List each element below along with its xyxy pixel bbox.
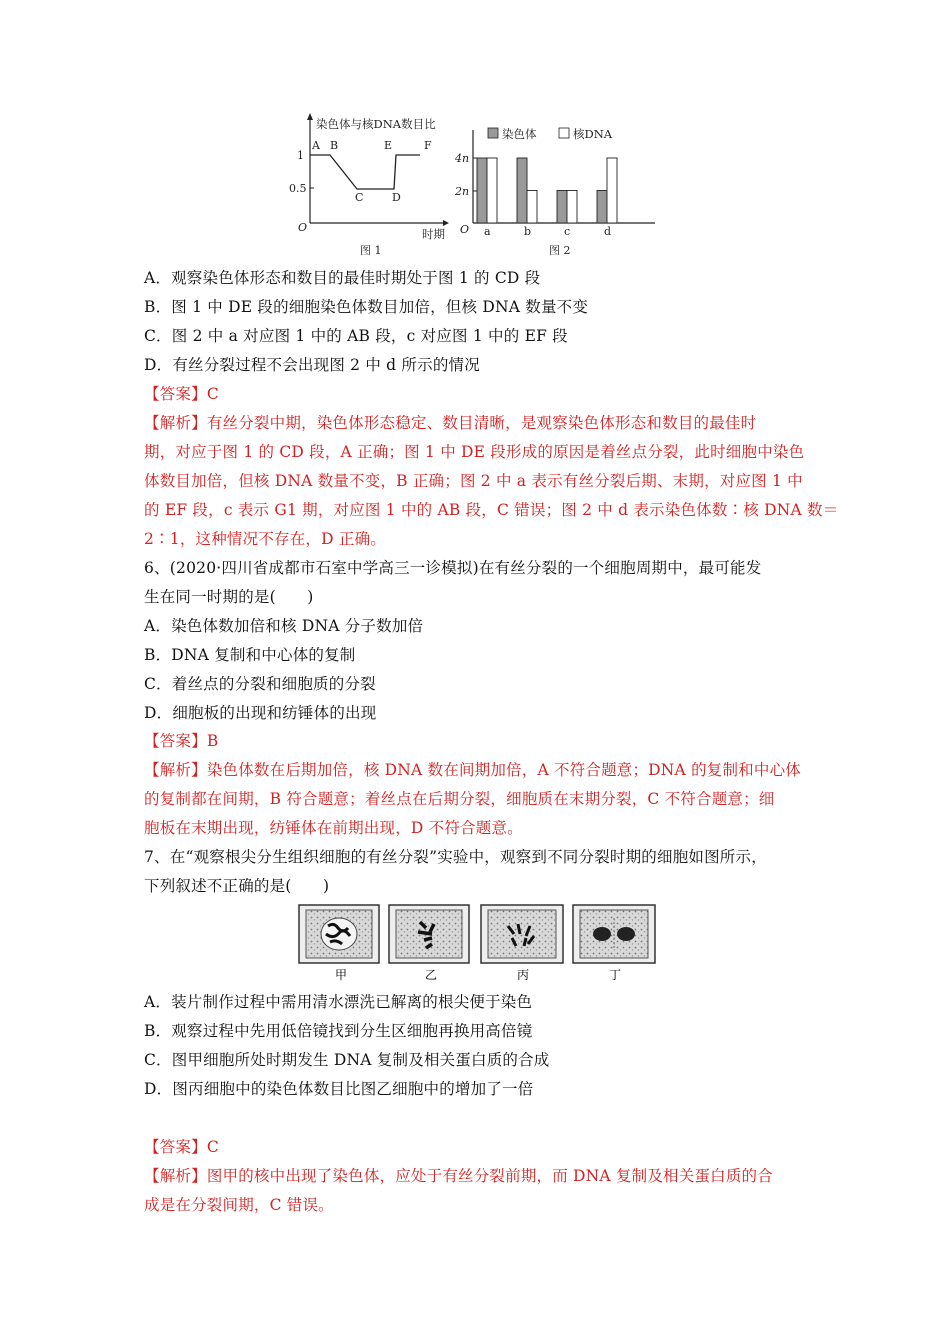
q6-option-b: B．DNA 复制和中心体的复制 [144,646,356,664]
bar-b-dna [527,191,537,224]
bar-a-dna [487,158,497,223]
ytick-2n: 2n [455,185,470,198]
q5-analysis-line-2: 期，对应于图 1 的 CD 段，A 正确；图 1 中 DE 段形成的原因是着丝点分裂，此时细胞中染色 [144,443,805,461]
origin-label: O [298,221,308,234]
q7-analysis-line-1: 【解析】图甲的核中出现了染色体，应处于有丝分裂前期，而 DNA 复制及相关蛋白质的合 [144,1167,773,1185]
category-a: a [484,225,491,238]
legend-dna-label: 核DNA [573,127,613,141]
point-label-E: E [384,139,393,152]
ytick-0.5: 0.5 [289,182,307,195]
q6-stem-line-2: 生在同一时期的是( ) [144,588,314,606]
q6-analysis-line-1: 【解析】染色体数在后期加倍，核 DNA 数在间期加倍，A 不符合题意；DNA 的复制和中心体 [144,761,801,779]
q5-analysis-line-4: 的 EF 段，c 表示 G1 期，对应图 1 中的 AB 段，C 错误；图 2 中 d 表示染色体数∶核 DNA 数＝ [144,501,839,519]
q5-answer: 【答案】C [144,385,219,403]
q5-option-d: D．有丝分裂过程不会出现图 2 中 d 所示的情况 [144,356,480,374]
figure-1 [285,110,450,260]
point-label-B: B [330,139,339,152]
bar-d-dna [607,158,617,223]
bar-c-chrom [557,191,567,224]
q7-option-a: A．装片制作过程中需用清水漂洗已解离的根尖便于染色 [144,993,533,1011]
q5-analysis-line-1: 【解析】有丝分裂中期，染色体形态稳定、数目清晰，是观察染色体形态和数目的最佳时 [144,414,757,432]
x-axis-label: 时期 [422,227,445,241]
figure-2-bars [477,158,617,223]
category-b: b [524,225,532,238]
bar-c-dna [567,191,577,224]
figure-2-chart [455,110,665,260]
point-label-D: D [392,191,401,204]
q6-stem-line-1: 6、(2020·四川省成都市石室中学高三一诊模拟)在有丝分裂的一个细胞周期中，最可能发 [144,559,762,577]
bar-d-chrom [597,191,607,224]
q7-stem-line-1: 7、在“观察根尖分生组织细胞的有丝分裂”实验中，观察到不同分裂时期的细胞如图所示， [144,848,767,866]
point-label-C: C [355,191,364,204]
q7-cell-figure [298,904,658,984]
y-axis-arrow [307,113,313,120]
q6-option-a: A．染色体数加倍和核 DNA 分子数加倍 [144,617,424,635]
cell-label-yi: 乙 [425,968,438,982]
legend-dna-swatch [559,128,569,138]
cell-label-bing: 丙 [517,968,530,982]
bar-b-chrom [517,158,527,223]
ratio-line [310,155,420,189]
q6-option-c: C．着丝点的分裂和细胞质的分裂 [144,675,376,693]
figure-2-caption: 图 2 [549,244,571,257]
cell-label-ding: 丁 [609,968,622,982]
q6-analysis-line-3: 胞板在末期出现，纺锤体在前期出现，D 不符合题意。 [144,819,523,837]
legend-chrom-swatch [488,128,498,138]
q7-answer: 【答案】C [144,1138,219,1156]
cell-label-jia: 甲 [335,968,348,982]
category-c: c [564,225,571,238]
q7-option-b: B．观察过程中先用低倍镜找到分生区细胞再换用高倍镜 [144,1022,533,1040]
figure-1-chart [285,110,450,260]
legend-chrom-label: 染色体 [502,127,537,141]
q5-analysis-line-5: 2∶1，这种情况不存在，D 正确。 [144,530,386,548]
figure-2 [455,110,665,260]
point-label-A: A [312,139,320,152]
ytick-4n: 4n [455,152,470,165]
category-d: d [604,225,612,238]
cell-bing [481,905,563,963]
cell-ding [573,905,655,963]
figure-1-line [310,155,420,189]
q7-stem-line-2: 下列叙述不正确的是( ) [144,877,330,895]
q5-option-b: B．图 1 中 DE 段的细胞染色体数目加倍，但核 DNA 数量不变 [144,298,589,316]
q7-option-d: D．图丙细胞中的染色体数目比图乙细胞中的增加了一倍 [144,1080,534,1098]
cell-yi [389,905,469,963]
q7-cells [298,904,658,984]
figure-2-categories [484,225,611,238]
q7-analysis-line-2: 成是在分裂间期，C 错误。 [144,1196,334,1214]
q5-analysis-line-3: 体数目加倍，但核 DNA 数量不变，B 正确；图 2 中 a 表示有丝分裂后期、末期，对应图 1 中 [144,472,803,490]
ytick-1: 1 [297,149,304,162]
y-axis-label: 染色体与核DNA数目比 [316,117,436,131]
q5-option-a: A．观察染色体形态和数目的最佳时期处于图 1 的 CD 段 [144,269,541,287]
bar-a-chrom [477,158,487,223]
figure-1-caption: 图 1 [360,244,382,257]
q7-option-c: C．图甲细胞所处时期发生 DNA 复制及相关蛋白质的合成 [144,1051,550,1069]
q6-answer: 【答案】B [144,732,219,750]
q6-option-d: D．细胞板的出现和纺锤体的出现 [144,704,377,722]
figure-1-point-labels [311,139,432,204]
cell-jia [299,905,379,963]
q5-option-c: C．图 2 中 a 对应图 1 中的 AB 段，c 对应图 1 中的 EF 段 [144,327,568,345]
point-label-F: F [424,139,432,152]
origin-label: O [460,223,470,236]
x-axis-arrow [443,220,449,226]
q6-analysis-line-2: 的复制都在间期，B 符合题意；着丝点在后期分裂，细胞质在末期分裂，C 不符合题意；细 [144,790,775,808]
